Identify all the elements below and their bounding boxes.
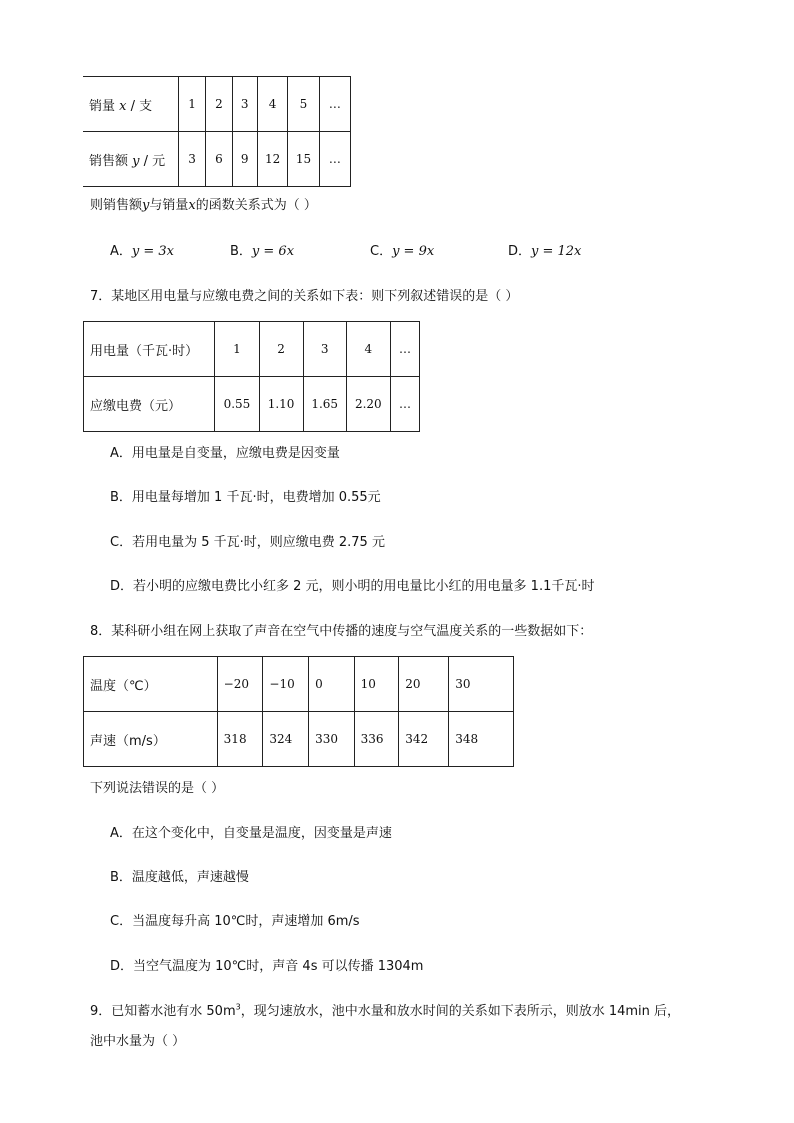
table-cell: … [390, 377, 419, 432]
table-cell: 20 [399, 657, 449, 712]
table-row [84, 322, 420, 377]
table-cell: 3 [178, 132, 205, 187]
table-cell: … [390, 322, 419, 377]
q6-option-b[interactable]: B．y = 6x [230, 244, 295, 259]
q6-option-d[interactable]: D．y = 12x [508, 244, 582, 259]
table-cell: 9 [232, 132, 257, 187]
table-cell: −20 [217, 657, 263, 712]
table-header-cell: 销量 x / 支 [83, 77, 178, 132]
table-cell: 2 [259, 322, 303, 377]
q9-stem-line2: 池中水量为（ ） [90, 1034, 186, 1049]
table-cell: 5 [288, 77, 319, 132]
table-header-cell: 应缴电费（元） [84, 377, 215, 432]
table-cell: 1.10 [259, 377, 303, 432]
table-cell: 342 [399, 712, 449, 767]
table-cell: 330 [309, 712, 355, 767]
table-cell: 318 [217, 712, 263, 767]
table-cell: 1 [178, 77, 205, 132]
table-cell: 336 [354, 712, 399, 767]
table-row [83, 77, 351, 132]
table-cell: 15 [288, 132, 319, 187]
table-cell: 12 [257, 132, 287, 187]
q7-option-c[interactable]: C．若用电量为 5 千瓦·时，则应缴电费 2.75 元 [110, 535, 385, 550]
table-row [84, 712, 514, 767]
q6-option-c[interactable]: C．y = 9x [370, 244, 435, 259]
table-cell: 4 [346, 322, 390, 377]
table-cell: −10 [263, 657, 309, 712]
q8-option-d[interactable]: D．当空气温度为 10℃时，声音 4s 可以传播 1304m [110, 959, 424, 974]
table-cell: 2 [206, 77, 232, 132]
q8-table [83, 656, 514, 767]
table-row [84, 657, 514, 712]
q8-option-a[interactable]: A．在这个变化中，自变量是温度，因变量是声速 [110, 826, 392, 841]
table-cell: 6 [206, 132, 232, 187]
q6-table [83, 76, 351, 187]
table-cell: 10 [354, 657, 399, 712]
q7-stem: 7．某地区用电量与应缴电费之间的关系如下表：则下列叙述错误的是（ ） [90, 289, 519, 304]
table-cell: 0.55 [215, 377, 259, 432]
q6-option-a[interactable]: A．y = 3x [110, 244, 175, 259]
q8-sub-stem: 下列说法错误的是（ ） [90, 781, 225, 796]
q7-option-a[interactable]: A．用电量是自变量，应缴电费是因变量 [110, 446, 340, 461]
table-cell: 1 [215, 322, 259, 377]
q8-option-c[interactable]: C．当温度每升高 10℃时，声速增加 6m/s [110, 914, 360, 929]
table-header-cell: 销售额 y / 元 [83, 132, 178, 187]
q8-option-b[interactable]: B．温度越低，声速越慢 [110, 870, 249, 885]
q9-stem-line1: 9．已知蓄水池有水 $50m^3$，现匀速放水，池中水量和放水时间的关系如下表所示，则放水 14min 后， [90, 1002, 681, 1019]
q7-option-b[interactable]: B．用电量每增加 1 千瓦·时，电费增加 0.55元 [110, 490, 381, 505]
table-cell: 324 [263, 712, 309, 767]
table-cell: 30 [449, 657, 514, 712]
table-header-cell: 用电量（千瓦·时） [84, 322, 215, 377]
table-cell: … [319, 77, 350, 132]
q8-stem: 8．某科研小组在网上获取了声音在空气中传播的速度与空气温度关系的一些数据如下： [90, 624, 593, 639]
q6-stem: 则销售额y与销量x的函数关系式为（ ） [90, 198, 317, 213]
table-row [83, 132, 351, 187]
table-cell: 2.20 [346, 377, 390, 432]
table-cell: 3 [232, 77, 257, 132]
q7-table [83, 321, 420, 432]
table-cell: 0 [309, 657, 355, 712]
table-cell: 3 [303, 322, 346, 377]
table-cell: … [319, 132, 350, 187]
table-header-cell: 温度（℃） [84, 657, 218, 712]
table-header-cell: 声速（m/s） [84, 712, 218, 767]
q7-option-d[interactable]: D．若小明的应缴电费比小红多 2 元，则小明的用电量比小红的用电量多 1.1千瓦·时 [110, 579, 595, 594]
table-cell: 1.65 [303, 377, 346, 432]
table-cell: 4 [257, 77, 287, 132]
table-cell: 348 [449, 712, 514, 767]
table-row [84, 377, 420, 432]
